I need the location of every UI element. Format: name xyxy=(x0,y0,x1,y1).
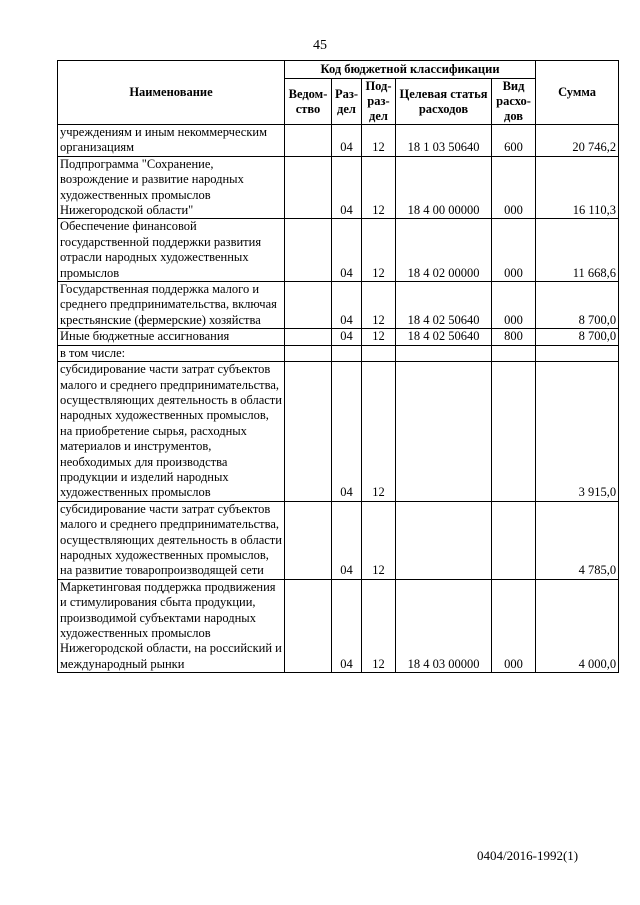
cell-type xyxy=(492,501,536,579)
cell-target: 18 4 02 00000 xyxy=(396,219,492,282)
cell-name: Маркетинговая поддержка продвижения и стимулирования сбыта продукции, производимой субъектами народных художественных промыслов Нижегородской области, на российский и международный рынки xyxy=(58,579,285,672)
cell-section: 04 xyxy=(332,362,362,502)
cell-section: 04 xyxy=(332,501,362,579)
cell-name: Обеспечение финансовой государственной поддержки развития отрасли народных художественных промыслов xyxy=(58,219,285,282)
cell-dept xyxy=(285,501,332,579)
cell-type: 600 xyxy=(492,125,536,157)
table-row xyxy=(58,125,619,157)
table-row xyxy=(58,282,619,329)
cell-section: 04 xyxy=(332,125,362,157)
cell-name: субсидирование части затрат субъектов малого и среднего предпринимательства, осуществляющих деятельность в области народных художественных промыслов, на развитие товаропроизводящей сети xyxy=(58,501,285,579)
cell-dept xyxy=(285,579,332,672)
cell-target: 18 1 03 50640 xyxy=(396,125,492,157)
document-code: 0404/2016-1992(1) xyxy=(477,848,579,863)
cell-target: 18 4 03 00000 xyxy=(396,579,492,672)
cell-sum: 8 700,0 xyxy=(536,329,619,345)
header-type: Вид расхо-дов xyxy=(492,79,536,125)
cell-section: 04 xyxy=(332,329,362,345)
cell-type: 000 xyxy=(492,282,536,329)
cell-section xyxy=(332,345,362,361)
cell-sum: 3 915,0 xyxy=(536,362,619,502)
cell-subsection: 12 xyxy=(362,501,396,579)
cell-type: 000 xyxy=(492,579,536,672)
table-row xyxy=(58,501,619,579)
cell-section: 04 xyxy=(332,282,362,329)
cell-target xyxy=(396,345,492,361)
cell-subsection: 12 xyxy=(362,329,396,345)
header-dept: Ведом-ство xyxy=(285,79,332,125)
cell-dept xyxy=(285,329,332,345)
cell-sum xyxy=(536,345,619,361)
cell-name: в том числе: xyxy=(58,345,285,361)
header-sum: Сумма xyxy=(536,61,619,125)
cell-target: 18 4 00 00000 xyxy=(396,156,492,219)
cell-type: 000 xyxy=(492,156,536,219)
header-section: Раз-дел xyxy=(332,79,362,125)
cell-dept xyxy=(285,219,332,282)
cell-subsection: 12 xyxy=(362,362,396,502)
cell-sum: 4 000,0 xyxy=(536,579,619,672)
table-row xyxy=(58,329,619,345)
table-row xyxy=(58,362,619,502)
cell-subsection: 12 xyxy=(362,219,396,282)
cell-type: 000 xyxy=(492,219,536,282)
header-target: Целевая статья расходов xyxy=(396,79,492,125)
budget-table xyxy=(57,60,619,673)
cell-subsection: 12 xyxy=(362,156,396,219)
cell-section: 04 xyxy=(332,579,362,672)
cell-section: 04 xyxy=(332,156,362,219)
cell-subsection: 12 xyxy=(362,282,396,329)
cell-name: субсидирование части затрат субъектов малого и среднего предпринимательства, осуществляющих деятельность в области народных художественных промыслов, на приобретение сырья, расходных материалов и инструментов, необходимых для производства продукции и изделий народных художественных промыслов xyxy=(58,362,285,502)
table-row xyxy=(58,579,619,672)
cell-dept xyxy=(285,156,332,219)
cell-name: учреждениям и иным некоммерческим организациям xyxy=(58,125,285,157)
cell-target: 18 4 02 50640 xyxy=(396,282,492,329)
cell-subsection: 12 xyxy=(362,125,396,157)
cell-target xyxy=(396,501,492,579)
header-name: Наименование xyxy=(58,61,285,125)
page-number: 45 xyxy=(313,38,327,53)
cell-name: Подпрограмма "Сохранение, возрождение и развитие народных художественных промыслов Нижегородской области" xyxy=(58,156,285,219)
cell-sum: 20 746,2 xyxy=(536,125,619,157)
table-row xyxy=(58,219,619,282)
cell-dept xyxy=(285,282,332,329)
cell-type: 800 xyxy=(492,329,536,345)
cell-subsection: 12 xyxy=(362,579,396,672)
cell-name: Иные бюджетные ассигнования xyxy=(58,329,285,345)
header-subsection: Под-раз-дел xyxy=(362,79,396,125)
cell-target xyxy=(396,362,492,502)
cell-subsection xyxy=(362,345,396,361)
header-classification-group: Код бюджетной классификации xyxy=(285,61,536,79)
cell-name: Государственная поддержка малого и среднего предпринимательства, включая крестьянские (фермерские) хозяйства xyxy=(58,282,285,329)
cell-dept xyxy=(285,345,332,361)
cell-dept xyxy=(285,125,332,157)
cell-type xyxy=(492,345,536,361)
cell-section: 04 xyxy=(332,219,362,282)
cell-sum: 11 668,6 xyxy=(536,219,619,282)
table-row xyxy=(58,156,619,219)
cell-sum: 8 700,0 xyxy=(536,282,619,329)
cell-dept xyxy=(285,362,332,502)
cell-sum: 4 785,0 xyxy=(536,501,619,579)
cell-sum: 16 110,3 xyxy=(536,156,619,219)
table-row xyxy=(58,345,619,361)
cell-type xyxy=(492,362,536,502)
cell-target: 18 4 02 50640 xyxy=(396,329,492,345)
